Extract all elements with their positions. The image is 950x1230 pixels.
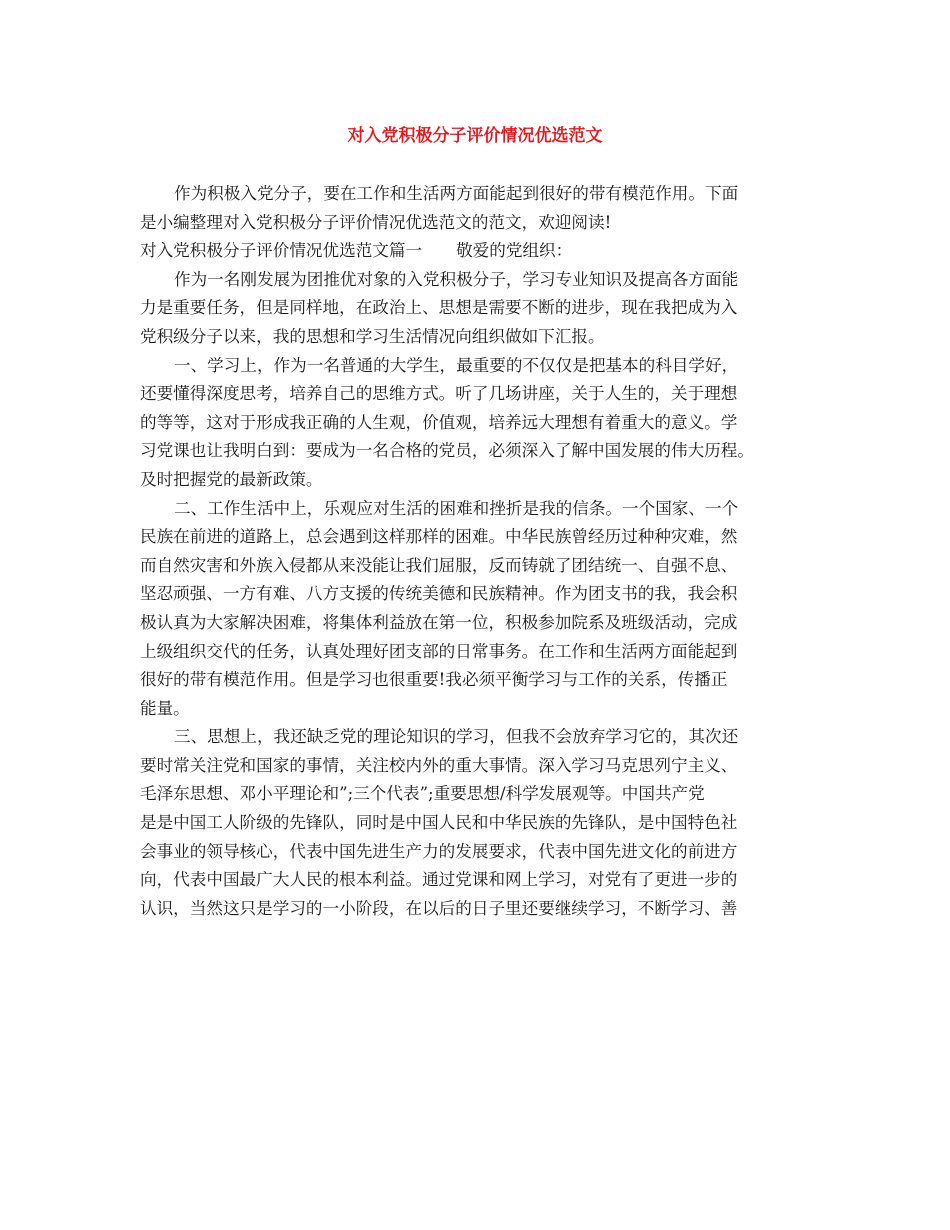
paragraph-line: 认识，当然这只是学习的一小阶段，在以后的日子里还要继续学习，不断学习、善 — [140, 898, 738, 918]
intro-line: 是小编整理对入党积极分子评价情况优选范文的范文，欢迎阅读! — [140, 212, 612, 232]
article-heading-line — [140, 237, 820, 266]
paragraph-line: 要时常关注党和国家的事情，关注校内外的重大事情。深入学习马克思列宁主义、 — [140, 755, 738, 775]
paragraph-line: 是是中国工人阶级的先锋队，同时是中国人民和中华民族的先锋队，是中国特色社 — [140, 813, 738, 833]
paragraph-line: 而自然灾害和外族入侵都从来没能让我们屈服，反而铸就了团结统一、自强不息、 — [140, 555, 738, 575]
article-heading: 对入党积极分子评价情况优选范文篇一 — [140, 241, 423, 261]
paragraph-1 — [140, 266, 820, 352]
paragraph-line: 及时把握党的最新政策。 — [140, 469, 323, 489]
paragraph-line: 上级组织交代的任务，认真处理好团支部的日常事务。在工作和生活两方面能起到 — [140, 641, 738, 661]
paragraph-3 — [140, 495, 820, 724]
paragraph-line: 毛泽东思想、邓小平理论和”;三个代表”;重要思想/科学发展观等。中国共产党 — [140, 784, 705, 804]
paragraph-line: 党积级分子以来，我的思想和学习生活情况向组织做如下汇报。 — [140, 326, 605, 346]
paragraph-line: 会事业的领导核心，代表中国先进生产力的发展要求，代表中国先进文化的前进方 — [140, 841, 738, 861]
paragraph-line: 二、工作生活中上，乐观应对生活的困难和挫折是我的信条。一个国家、一个 — [174, 498, 739, 518]
paragraph-line: 一、学习上，作为一名普通的大学生，最重要的不仅仅是把基本的科目学好， — [174, 355, 739, 375]
paragraph-line: 民族在前进的道路上，总会遇到这样那样的困难。中华民族曾经历过种种灾难，然 — [140, 527, 738, 547]
paragraph-line: 习党课也让我明白到：要成为一名合格的党员，必须深入了解中国发展的伟大历程。 — [140, 441, 754, 461]
paragraph-line: 向，代表中国最广大人民的根本利益。通过党课和网上学习，对党有了更进一步的 — [140, 870, 738, 890]
paragraph-line: 极认真为大家解决困难，将集体利益放在第一位，积极参加院系及班级活动，完成 — [140, 612, 738, 632]
paragraph-2 — [140, 352, 820, 495]
paragraph-4 — [140, 723, 820, 923]
paragraph-line: 坚忍顽强、一方有难、八方支援的传统美德和民族精神。作为团支书的我，我会积 — [140, 584, 738, 604]
paragraph-line: 能量。 — [140, 698, 190, 718]
paragraph-line: 三、思想上，我还缺乏党的理论知识的学习，但我不会放弃学习它的，其次还 — [174, 727, 739, 747]
paragraph-line: 还要懂得深度思考，培养自己的思维方式。听了几场讲座，关于人生的，关于理想 — [140, 384, 738, 404]
document-title: 对入党积极分子评价情况优选范文 — [347, 126, 603, 146]
intro-line: 作为积极入党分子，要在工作和生活两方面能起到很好的带有模范作用。下面 — [174, 184, 739, 203]
document-body — [140, 180, 820, 923]
paragraph-line: 的等等，这对于形成我正确的人生观，价值观，培养远大理想有着重大的意义。学 — [140, 412, 738, 432]
salutation: 敬爱的党组织： — [456, 241, 573, 261]
paragraph-line: 作为一名刚发展为团推优对象的入党积极分子，学习专业知识及提高各方面能 — [174, 269, 739, 289]
paragraph-line: 很好的带有模范作用。但是学习也很重要!我必须平衡学习与工作的关系，传播正 — [140, 670, 728, 690]
paragraph-line: 力是重要任务，但是同样地，在政治上、思想是需要不断的进步，现在我把成为入 — [140, 298, 738, 318]
